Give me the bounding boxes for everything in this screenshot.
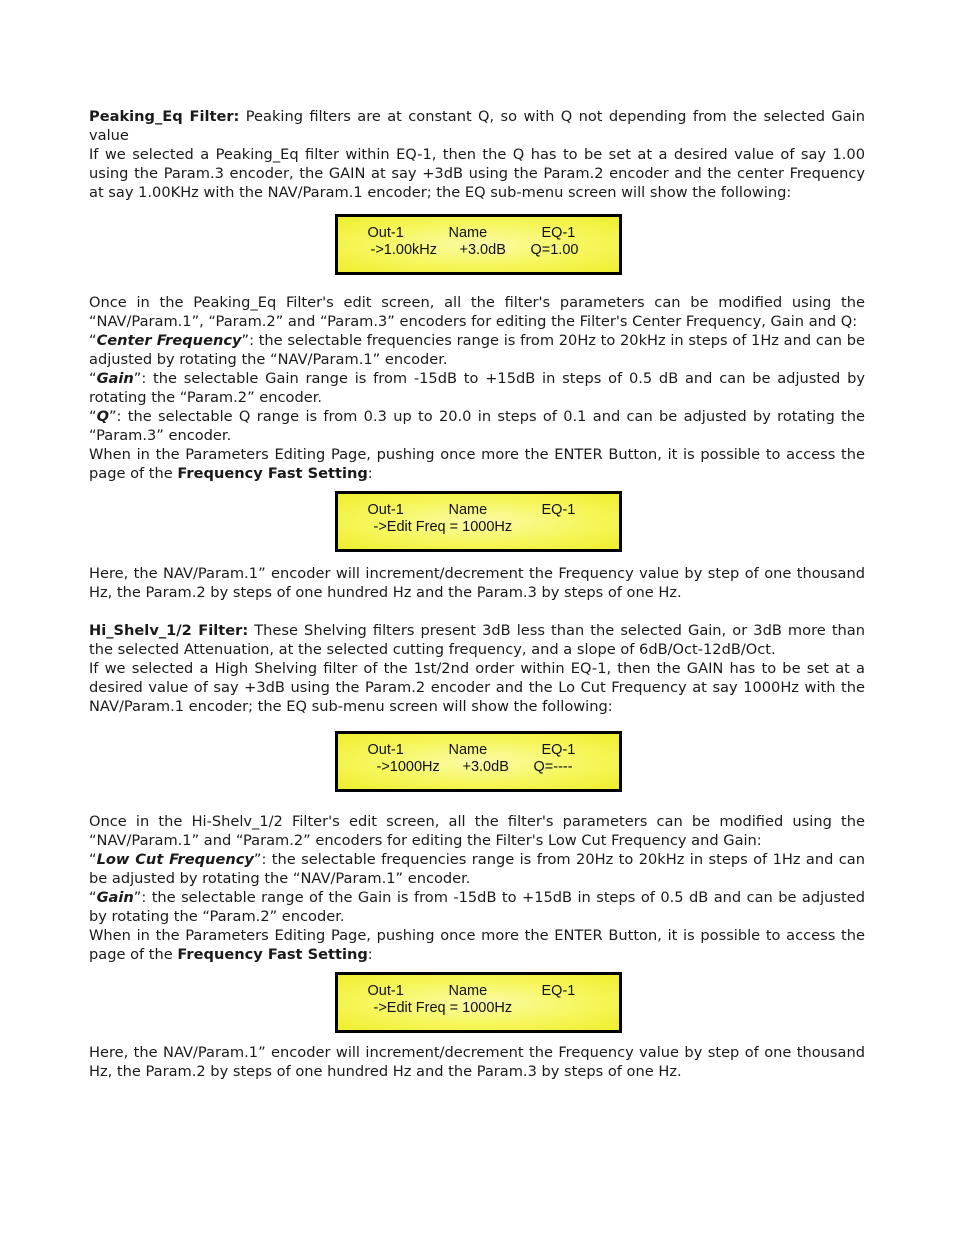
lcd-name-label: Name: [448, 742, 488, 758]
peaking-gain-paragraph: [89, 369, 865, 407]
lcd-q-value: Q=1.00: [530, 242, 579, 258]
hishelv-setup-paragraph: If we selected a High Shelving filter of the 1st/2nd order within EQ-1, then the GAIN has to be set at a desired value of say +3dB using the Param.2 encoder and the Lo Cut Frequency at say 1000Hz with the NAV/Param.1 encoder; the EQ sub-menu screen will show the following:: [89, 660, 865, 715]
colon: :: [367, 946, 373, 963]
peaking-heading: Peaking_Eq Filter:: [89, 108, 240, 125]
fast-setting-label: Frequency Fast Setting: [177, 946, 368, 963]
hishelv-gain-paragraph: [89, 888, 865, 926]
enter-text: When in the Parameters Editing Page, pushing once more the ENTER Button, it is possible to access the page of the: [89, 446, 865, 482]
lcd-gain-value: +3.0dB: [459, 242, 506, 258]
lcd-peaking-fast-display: [335, 491, 622, 552]
q-text: ”: the selectable Q range is from 0.3 up to 20.0 in steps of 0.1 and can be adjusted by rotating the “Param.3” encoder.: [89, 408, 865, 444]
lcd-eq-label: EQ-1: [541, 742, 576, 758]
lcd-hishelv-fast-display: [335, 972, 622, 1033]
low-cut-frequency-text: ”: the selectable frequencies range is from 20Hz to 20kHz in steps of 1Hz and can be adjusted by rotating the “NAV/Param.1” encoder.: [89, 851, 865, 887]
lcd-out-label: Out-1: [367, 742, 404, 758]
lcd-eq-label: EQ-1: [541, 225, 576, 241]
fast-setting-label: Frequency Fast Setting: [177, 465, 368, 482]
lcd-eq-label: EQ-1: [541, 983, 576, 999]
peaking-enter-paragraph: [89, 445, 865, 483]
lcd-name-label: Name: [448, 983, 488, 999]
hishelv-intro-text: These Shelving filters present 3dB less than the selected Gain, or 3dB more than the selected Attenuation, at the selected cutting frequency, and a slope of 6dB/Oct-12dB/Oct.: [89, 622, 865, 658]
gain-text: ”: the selectable Gain range is from -15dB to +15dB in steps of 0.5 dB and can be adjusted by rotating the “Param.2” encoder.: [89, 370, 865, 406]
peaking-intro-paragraph: [89, 107, 865, 145]
lcd-name-label: Name: [448, 225, 488, 241]
lcd-hishelv-display: [335, 731, 622, 792]
lcd-freq-value: ->1.00kHz: [370, 242, 437, 258]
lcd-name-label: Name: [448, 502, 488, 518]
lcd-out-label: Out-1: [367, 502, 404, 518]
quote-open: “: [89, 370, 97, 387]
peaking-edit-intro: Once in the Peaking_Eq Filter's edit screen, all the filter's parameters can be modified using the “NAV/Param.1”, “Param.2” and “Param.3” encoders for editing the Filter's Center Frequency, Gain and Q:: [89, 294, 865, 330]
peaking-intro-text: Peaking filters are at constant Q, so with Q not depending from the selected Gain value: [89, 108, 865, 144]
peaking-here-paragraph: Here, the NAV/Param.1” encoder will increment/decrement the Frequency value by step of one thousand Hz, the Param.2 by steps of one hundred Hz and the Param.3 by steps of one Hz.: [89, 565, 865, 601]
peaking-q-paragraph: [89, 407, 865, 445]
q-label: Q: [96, 408, 109, 425]
gain-text: ”: the selectable range of the Gain is from -15dB to +15dB in steps of 0.5 dB and can be adjusted by rotating the “Param.2” encoder.: [89, 889, 865, 925]
hishelv-enter-paragraph: [89, 926, 865, 964]
enter-text: When in the Parameters Editing Page, pushing once more the ENTER Button, it is possible to access the page of the: [89, 927, 865, 963]
lcd-freq-value: ->1000Hz: [376, 759, 440, 775]
quote-open: “: [89, 851, 97, 868]
peaking-center-frequency-paragraph: [89, 331, 865, 369]
lcd-gain-value: +3.0dB: [462, 759, 509, 775]
center-frequency-label: Center Frequency: [96, 332, 242, 349]
quote-open: “: [89, 332, 97, 349]
lcd-q-value: Q=----: [533, 759, 573, 775]
hishelv-here-paragraph: Here, the NAV/Param.1” encoder will increment/decrement the Frequency value by step of one thousand Hz, the Param.2 by steps of one hundred Hz and the Param.3 by steps of one Hz.: [89, 1044, 865, 1080]
lcd-out-label: Out-1: [367, 983, 404, 999]
gain-label: Gain: [96, 370, 134, 387]
document-page: [89, 107, 865, 1081]
center-frequency-text: ”: the selectable frequencies range is from 20Hz to 20kHz in steps of 1Hz and can be adjusted by rotating the “NAV/Param.1” encoder.: [89, 332, 865, 368]
lcd-peaking-display: [335, 214, 622, 275]
hishelv-intro-paragraph: [89, 621, 865, 659]
hishelv-low-cut-paragraph: [89, 850, 865, 888]
hishelv-edit-intro: Once in the Hi-Shelv_1/2 Filter's edit screen, all the filter's parameters can be modified using the “NAV/Param.1” and “Param.2” encoders for editing the Filter's Low Cut Frequency and Gain:: [89, 813, 865, 849]
lcd-edit-freq: ->Edit Freq = 1000Hz: [373, 1000, 513, 1016]
quote-open: “: [89, 889, 97, 906]
lcd-edit-freq: ->Edit Freq = 1000Hz: [373, 519, 513, 535]
quote-open: “: [89, 408, 97, 425]
peaking-setup-paragraph: If we selected a Peaking_Eq filter within EQ-1, then the Q has to be set at a desired value of say 1.00 using the Param.3 encoder, the GAIN at say +3dB using the Param.2 encoder and the center Frequency at say 1.00KHz with the NAV/Param.1 encoder; the EQ sub-menu screen will show the following:: [89, 146, 865, 201]
low-cut-frequency-label: Low Cut Frequency: [96, 851, 254, 868]
hishelv-heading: Hi_Shelv_1/2 Filter:: [89, 622, 249, 639]
gain-label: Gain: [96, 889, 134, 906]
colon: :: [367, 465, 373, 482]
lcd-eq-label: EQ-1: [541, 502, 576, 518]
lcd-out-label: Out-1: [367, 225, 404, 241]
